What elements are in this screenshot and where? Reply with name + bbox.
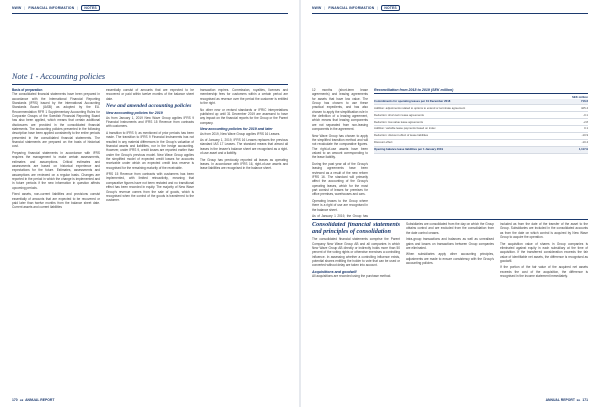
table-row — [374, 119, 588, 126]
paragraph: The consolidated financial statements have been prepared in accordance with the International Financial Reporting Standards (IFRS) issued by the International Accounting Standards Board (IASB) as adopted by the EU. Recommendation RFR 1 Supplementary Accounting Rules for Corporate Groups of the Swedish Financial Reporting Board has also been applied, which means that certain additional disclosures are provided in the consolidated financial statements. The accounting policies presented in the following description have been applied consistently to the entire periods presented in the consolidated financial statements. The financial statements are prepared on the basis of historical cost. — [12, 92, 100, 149]
paragraph: When subsidiaries apply other accounting principles, adjustments are made to ensure consistency with the Group's accounting policies. — [406, 252, 494, 266]
table-column-header: SEK million — [571, 94, 588, 99]
paragraph: As of January 1, 2019, IFRS 16 Leases replaces the previous standard IAS 17 Leases. The standard means that almost all leases in the lessee's balance sheet are recognised as a right-of-use asset and a liability. — [200, 138, 288, 156]
row-label: Deduction: low-value lease agreements — [374, 119, 423, 124]
paragraph: During the past year all of the Group's leasing agreements have been reviewed as a result of the new reform IFRS 16. The standard will primarily affect the accounting of the Group's operating leases, which for the most part consist of leases for premises for office premises, warehouses and cars. — [312, 161, 368, 197]
header-rule — [312, 13, 588, 14]
text-column-1 — [12, 88, 100, 388]
paragraph: New Wave Group has chosen to apply the simplified transition method and will not recalculate the comparative figures. The right-of-use assets have been valued to an amount corresponding to the lease liability. — [312, 133, 368, 160]
text-column-2 — [106, 88, 194, 388]
table-row — [374, 99, 588, 106]
heading-basis: Basis of preparation — [12, 88, 43, 92]
right-top-column — [312, 88, 368, 218]
table-title: Reconciliation from 2018 to 2019 (SEK million) — [374, 88, 454, 92]
table-row — [374, 126, 588, 133]
header-separator: | — [324, 6, 326, 10]
paragraph: Subsidiaries are consolidated from the day on which the Group obtains control and are excluded from the consolidation from the date control ceases. — [406, 222, 494, 235]
paragraph: The consolidated financial statements comprise the Parent Company New Wave Group AB and all companies in which New Wave Group AB directly or indirectly holds more than 50 percent of the voting rights or otherwise exercises a controlling influence. In assessing whether a controlling influence exists, potential shares entitling the holder to vote that can be used or converted without delay are taken into account. — [312, 237, 400, 268]
row-value: 0.1 — [584, 126, 588, 131]
table-row — [374, 140, 588, 147]
table-rule — [374, 93, 588, 94]
paragraph: Preparing financial statements in accordance with IFRS requires the management to make certain assessments, estimates and assumptions. Critical estimates and assessments are based on historical experience and expectations for the future. Estimates, assessments and assumptions are reviewed on a regular basis. Changes are reported in the period in which the change is implemented and in future periods if the new information in question affects upcoming periods. — [12, 151, 100, 190]
row-label: Addition: variable lease payments based on index — [374, 126, 436, 131]
text-column-3 — [200, 88, 288, 388]
row-value: -0.1 — [583, 112, 588, 117]
note-title: Note 1 - Accounting policies — [12, 72, 106, 81]
header-brand[interactable]: NWW — [312, 6, 322, 10]
paragraph: Fixed assets, non-current liabilities and provisions consist essentially of amounts that are expected to be recovered or paid later than twelve months from the balance sheet date. Current assets and current liabilities — [12, 192, 100, 210]
right-header — [312, 4, 588, 12]
table-row — [374, 147, 588, 154]
paragraph: included as from the date of the transfer of the asset to the Group. Subsidiaries are included in the consolidated accounts as from the date on which control is acquired by New Wave Group to acquire the operation. — [500, 222, 588, 240]
text-column-6 — [406, 222, 494, 388]
right-bottom-columns — [312, 222, 588, 388]
row-label: Deduction: short-term lease agreements — [374, 112, 424, 117]
footer-label: ANNUAL REPORT — [545, 397, 575, 402]
reconciliation-table — [374, 88, 588, 216]
table-body — [374, 99, 588, 154]
header-section[interactable]: FINANCIAL INFORMATION — [28, 6, 75, 10]
paragraph: 12 months (short-term lease agreements) and leasing agreements for assets that have low value. The Group has chosen to use these practical expedients, and has also chosen to apply the simplification rule in the definition of a leasing agreement, which means that leasing components are not separated from non-leasing components in the agreement. — [312, 88, 368, 132]
table-row — [374, 133, 588, 140]
paragraph: IFRS 15 Revenue from contracts with customers has been implemented, with limited retroactivity, meaning that comparative figures have not been restated and no transitional effect has been recorded in equity. The majority of New Wave Group's revenue comes from the sale of goods, which is recognised when the control of the goods is transferred to the customer. — [106, 172, 194, 203]
text-column-7 — [500, 222, 588, 388]
arrow-left-icon[interactable]: ◂◂ — [19, 397, 24, 402]
paragraph: As of January 1 2019, the Group has — [312, 214, 368, 218]
right-page — [300, 0, 600, 407]
heading-new-amended: New and amended accounting policies — [106, 103, 192, 110]
header-separator: | — [377, 6, 379, 10]
paragraph: As from January 1, 2019 New Wave Group applies IFRS 9 Financial Instruments and IFRS 15 Revenue from contracts with customers. — [106, 115, 194, 129]
paragraph: The Group has previously reported all leases as operating leases. In accordance with IFRS 16, right-of-use assets and lease liabilities are recognised in the balance sheet. — [200, 157, 288, 171]
table-row — [374, 112, 588, 119]
header-separator: | — [24, 6, 26, 10]
page-number[interactable]: 170 — [12, 397, 18, 402]
paragraph: As from 2019, New Wave Group applies IFRS 16 Leases. — [200, 131, 281, 136]
left-text-columns — [12, 88, 288, 388]
row-label: Opening balance lease liabilities per 1 January 2019 — [374, 147, 444, 152]
section-rule — [312, 219, 588, 220]
row-value: -2.8 — [583, 119, 588, 124]
row-label: Discount effect — [374, 140, 393, 145]
row-value: -10.9 — [581, 133, 588, 138]
left-footer — [12, 396, 54, 403]
heading-new-2019: New accounting policies for 2019 — [106, 111, 163, 116]
heading-acquisitions: Acquisitions and goodwill — [312, 269, 357, 274]
text-column-5 — [312, 222, 400, 388]
paragraph: If the portion of the fair value of the acquired net assets exceeds the cost of the acquisition, the difference is recognised in the income statement immediately. — [500, 265, 588, 279]
heading-new-2019-later: New accounting policies for 2019 and later — [200, 127, 273, 132]
right-footer — [546, 396, 588, 403]
header-section[interactable]: FINANCIAL INFORMATION — [328, 6, 375, 10]
header-nav-notes[interactable]: NOTES — [381, 5, 399, 11]
row-value: 425.4 — [581, 105, 588, 110]
paragraph: The acquisition value of shares in Group companies is eliminated against equity in each subsidiary at the time of acquisition. If the transferred consideration exceeds the fair value of identifiable net assets, the difference is recognised as goodwill. — [500, 241, 588, 263]
row-value: -10.4 — [581, 140, 588, 145]
page-number[interactable]: 171 — [582, 397, 588, 402]
paragraph: All acquisitions are recorded using the purchase method. — [312, 274, 392, 279]
paragraph: Intra-group transactions and balances as well as unrealised gains and losses on transactions between Group companies are eliminated. — [406, 237, 494, 250]
paragraph: essentially consist of amounts that are expected to be recovered or paid within twelve months of the balance sheet date. — [106, 88, 194, 101]
paragraph: No other new or revised standards or IFRIC interpretations published up until 31 December 2019 are assessed to have any impact on the financial reports for the Group or the Parent company. — [200, 107, 288, 125]
header-brand[interactable]: NWW — [12, 6, 22, 10]
row-label: Addition: adjustments related to options to extend or terminate agreement — [374, 105, 466, 110]
text-column-4 — [312, 88, 368, 218]
row-label: Commitments for operating leases per 31 December 2018 — [374, 98, 451, 103]
heading-consolidated: Consolidated financial statements and principles of consolidation — [312, 222, 400, 235]
header-rule — [12, 13, 288, 14]
row-label: Deduction: discount effect of lease liabilities — [374, 133, 429, 138]
paragraph: A transition to IFRS 9, as mentioned of prior periods has been made. The transition to IFRS 9 Financial Instruments has not resulted in any material differences in the Group's valuation of financial assets and liabilities, nor in the hedge accounting. However, under IFRS 9, credit losses are reported earlier than under the Group's previous model. New Wave Group applies the simplified model of expected credit losses for accounts receivable under which an expected credit loss reserve is recognised for the remaining maturity of the receivable. — [106, 130, 194, 170]
arrow-right-icon[interactable]: ▸▸ — [576, 397, 581, 402]
footer-label: ANNUAL REPORT — [25, 397, 55, 402]
header-nav-notes[interactable]: NOTES — [81, 5, 99, 11]
row-value: 716.6 — [581, 98, 588, 103]
table-row — [374, 105, 588, 112]
row-value: 1,117.9 — [578, 147, 588, 152]
left-header — [12, 4, 288, 12]
note-title-rule — [12, 84, 288, 85]
header-separator: | — [77, 6, 79, 10]
paragraph: Operating leases to the Group where there is a right of use are recognised in the balance sheet. — [312, 198, 368, 212]
paragraph: transaction expires. Commission, royalties, licenses and membership fees for customers within a certain period are recognised as revenue over the period the customer is entitled to the right. — [200, 88, 288, 106]
